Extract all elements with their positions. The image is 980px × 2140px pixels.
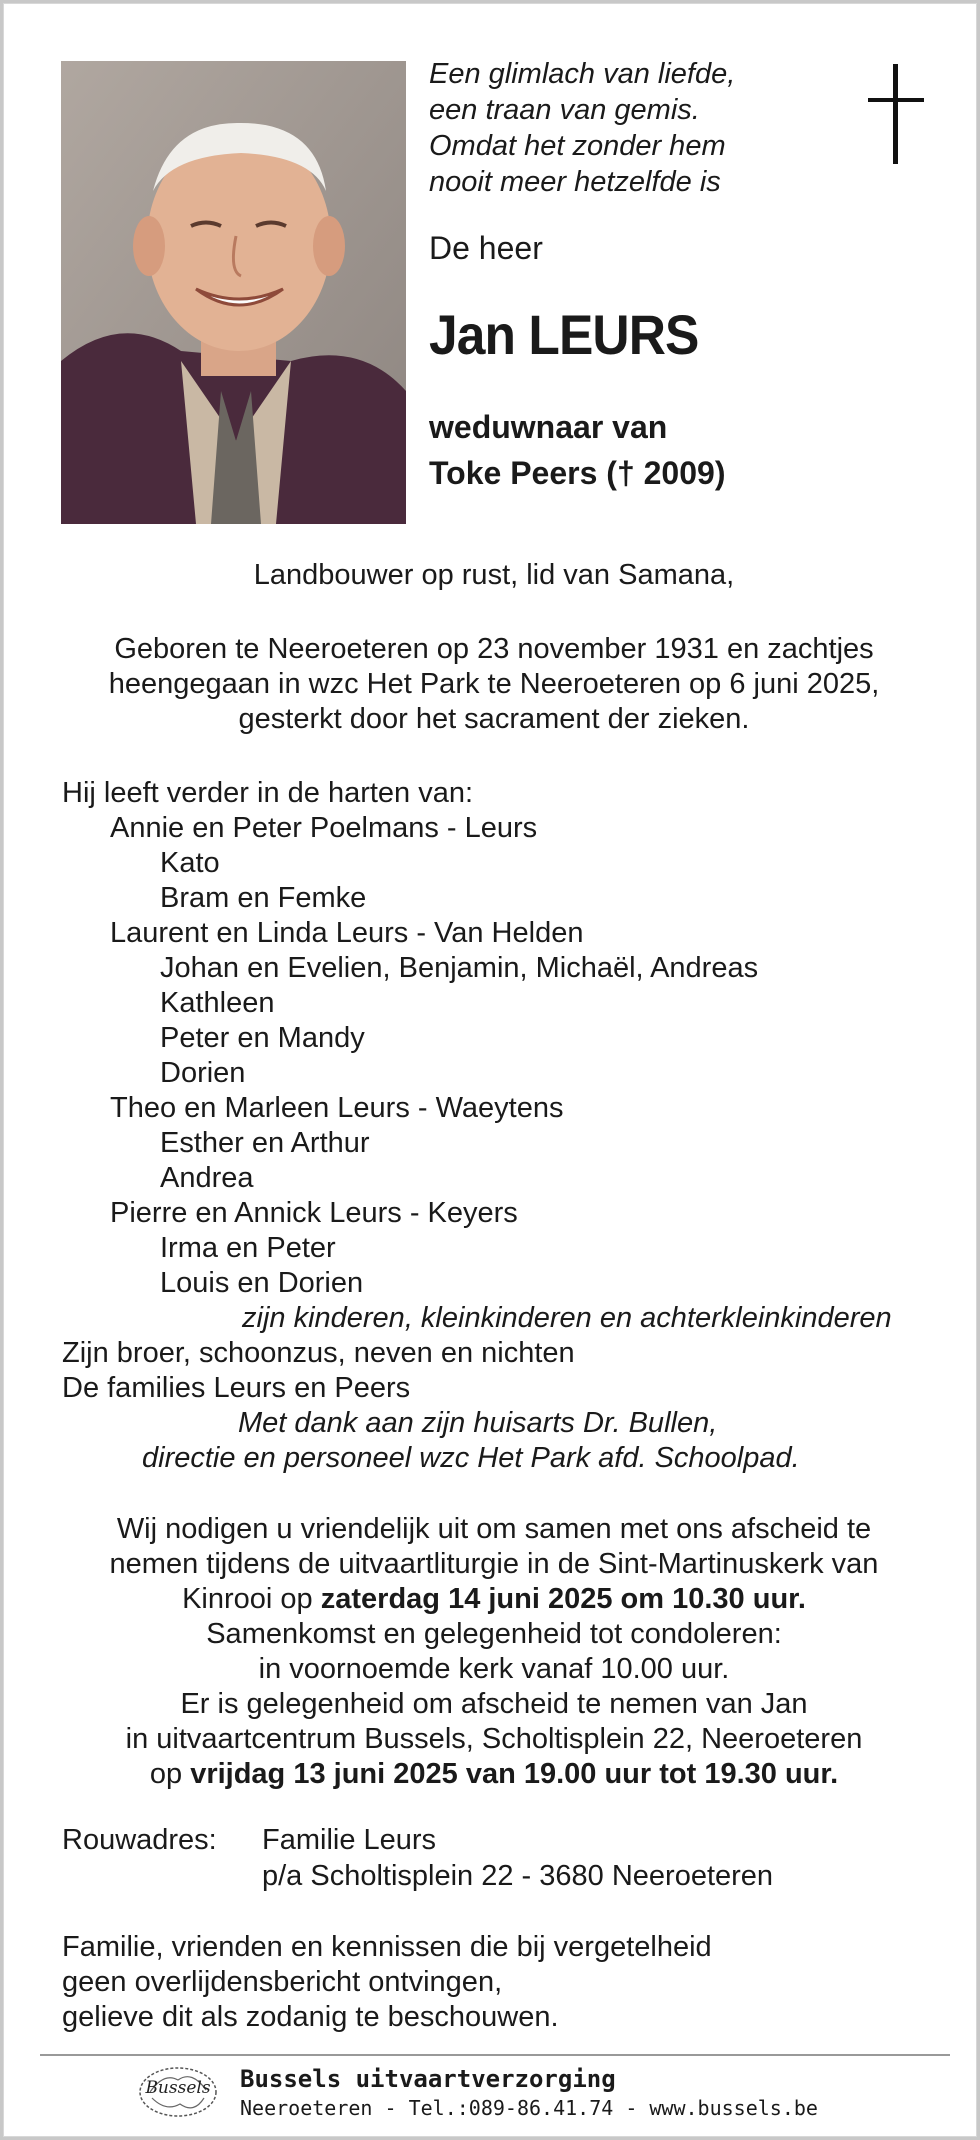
family-child: Irma en Peter bbox=[160, 1232, 336, 1264]
poem-line: Omdat het zonder hem bbox=[429, 130, 726, 162]
invitation-line: in uitvaartcentrum Bussels, Scholtisplein 22, Neeroeteren bbox=[125, 1723, 863, 1755]
invitation-line: in voornoemde kerk vanaf 10.00 uur. bbox=[258, 1653, 730, 1685]
invitation-line: Wij nodigen u vriendelijk uit om samen met ons afscheid te bbox=[116, 1513, 872, 1545]
deceased-name: Jan LEURS bbox=[429, 303, 699, 366]
funeral-home-footer bbox=[240, 2064, 818, 2122]
family-parents: Laurent en Linda Leurs - Van Helden bbox=[110, 917, 584, 949]
widower-line: Toke Peers († 2009) bbox=[429, 455, 726, 491]
cross-icon bbox=[866, 64, 926, 164]
family-child: Johan en Evelien, Benjamin, Michaël, Andreas bbox=[160, 952, 759, 984]
thanks-line: directie en personeel wzc Het Park afd. Schoolpad. bbox=[142, 1442, 800, 1474]
memorial-poem bbox=[429, 56, 735, 200]
family-parents: Pierre en Annick Leurs - Keyers bbox=[110, 1197, 518, 1229]
family-child: Kato bbox=[160, 847, 220, 879]
viewing-date: vrijdag 13 juni 2025 van 19.00 uur tot 19.30 uur. bbox=[190, 1758, 839, 1790]
invitation-text: op bbox=[149, 1758, 191, 1790]
family-child: Louis en Dorien bbox=[160, 1267, 364, 1299]
family-child: Andrea bbox=[160, 1162, 254, 1194]
invitation-text: Kinrooi op bbox=[182, 1583, 321, 1615]
final-note bbox=[62, 1930, 712, 2035]
address-label: Rouwadres: bbox=[62, 1824, 217, 1856]
final-note-line: gelieve dit als zodanig te beschouwen. bbox=[62, 2001, 559, 2033]
address-line: Familie Leurs bbox=[262, 1824, 437, 1856]
survivors-closing: zijn kinderen, kleinkinderen en achterkleinkinderen bbox=[242, 1302, 892, 1334]
invitation-line: Samenkomst en gelegenheid tot condoleren: bbox=[206, 1618, 782, 1650]
funeral-invitation bbox=[44, 1512, 944, 1792]
family-child: Esther en Arthur bbox=[160, 1127, 370, 1159]
family-child: Dorien bbox=[160, 1057, 246, 1089]
footer-divider bbox=[40, 2054, 950, 2056]
birth-death-text bbox=[44, 632, 944, 737]
family-parents: Annie en Peter Poelmans - Leurs bbox=[110, 812, 538, 844]
widower-note bbox=[429, 404, 725, 496]
birth-death-line: heengegaan in wzc Het Park te Neeroeteren op 6 juni 2025, bbox=[108, 668, 880, 700]
invitation-line bbox=[44, 1757, 944, 1792]
survivors-list bbox=[62, 776, 942, 1476]
final-note-line: geen overlijdensbericht ontvingen, bbox=[62, 1966, 503, 1998]
final-note-line: Familie, vrienden en kennissen die bij vergetelheid bbox=[62, 1931, 712, 1963]
poem-line: een traan van gemis. bbox=[429, 94, 700, 126]
bussels-logo bbox=[134, 2062, 222, 2122]
logo-text: Bussels bbox=[145, 2078, 211, 2098]
family-parents: Theo en Marleen Leurs - Waeytens bbox=[110, 1092, 564, 1124]
other-relatives: Zijn broer, schoonzus, neven en nichten bbox=[62, 1337, 575, 1369]
occupation: Landbouwer op rust, lid van Samana, bbox=[253, 559, 735, 591]
thanks-line: Met dank aan zijn huisarts Dr. Bullen, bbox=[238, 1407, 718, 1439]
invitation-line: nemen tijdens de uitvaartliturgie in de Sint-Martinuskerk van bbox=[109, 1548, 879, 1580]
family-child: Peter en Mandy bbox=[160, 1022, 365, 1054]
honorific: De heer bbox=[429, 230, 543, 266]
other-relatives: De families Leurs en Peers bbox=[62, 1372, 411, 1404]
funeral-date: zaterdag 14 juni 2025 om 10.30 uur. bbox=[320, 1583, 806, 1615]
birth-death-line: Geboren te Neeroeteren op 23 november 1931 en zachtjes bbox=[114, 633, 874, 665]
poem-line: nooit meer hetzelfde is bbox=[429, 166, 721, 198]
family-child: Bram en Femke bbox=[160, 882, 367, 914]
funeral-home-name: Bussels uitvaartverzorging bbox=[240, 2065, 616, 2093]
widower-line: weduwnaar van bbox=[429, 409, 668, 445]
birth-death-line: gesterkt door het sacrament der zieken. bbox=[238, 703, 750, 735]
invitation-line: Er is gelegenheid om afscheid te nemen van Jan bbox=[180, 1688, 808, 1720]
portrait-photo bbox=[61, 61, 406, 524]
funeral-home-contact: Neeroeteren - Tel.:089-86.41.74 - www.bussels.be bbox=[240, 2096, 818, 2120]
survivors-intro: Hij leeft verder in de harten van: bbox=[62, 777, 474, 809]
poem-line: Een glimlach van liefde, bbox=[429, 58, 736, 90]
address-line: p/a Scholtisplein 22 - 3680 Neeroeteren bbox=[262, 1860, 774, 1892]
invitation-line bbox=[44, 1582, 944, 1617]
family-child: Kathleen bbox=[160, 987, 275, 1019]
obituary-card bbox=[3, 3, 977, 2137]
